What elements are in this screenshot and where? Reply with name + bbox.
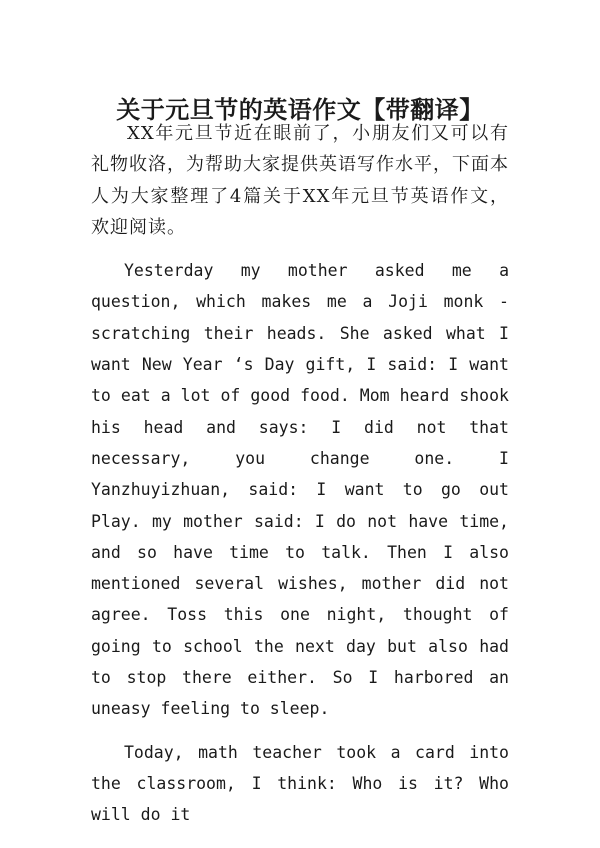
essay-paragraph-2: Today, math teacher took a card into the classroom, I think: Who is it? Who will do it — [91, 742, 509, 825]
intro-paragraph: XX年元旦节近在眼前了，小朋友们又可以有礼物收洛，为帮助大家提供英语写作水平，下面本人为大家整理了4篇关于XX年元旦节英语作文，欢迎阅读。 — [91, 123, 509, 238]
essay-paragraph-1: Yesterday my mother asked me a question, which makes me a Joji monk - scratching their heads. She asked what I want New Year ‘s Day gift, I said: I want to eat a lot of good food. Mom heard shook his head and says: I did not that necessary, you change one. I Yanzhuyizhuan, said: I want to go out Play. my mother said: I do not have time, and so have time to talk. Then I also mentioned several wishes, mother did not agree. Toss this one night, thought of going to school the next day but also had to stop there either. So I harbored an uneasy feeling to sleep. — [91, 261, 509, 719]
document-body — [91, 118, 509, 843]
document-title: 关于元旦节的英语作文【带翻译】 — [116, 96, 484, 125]
